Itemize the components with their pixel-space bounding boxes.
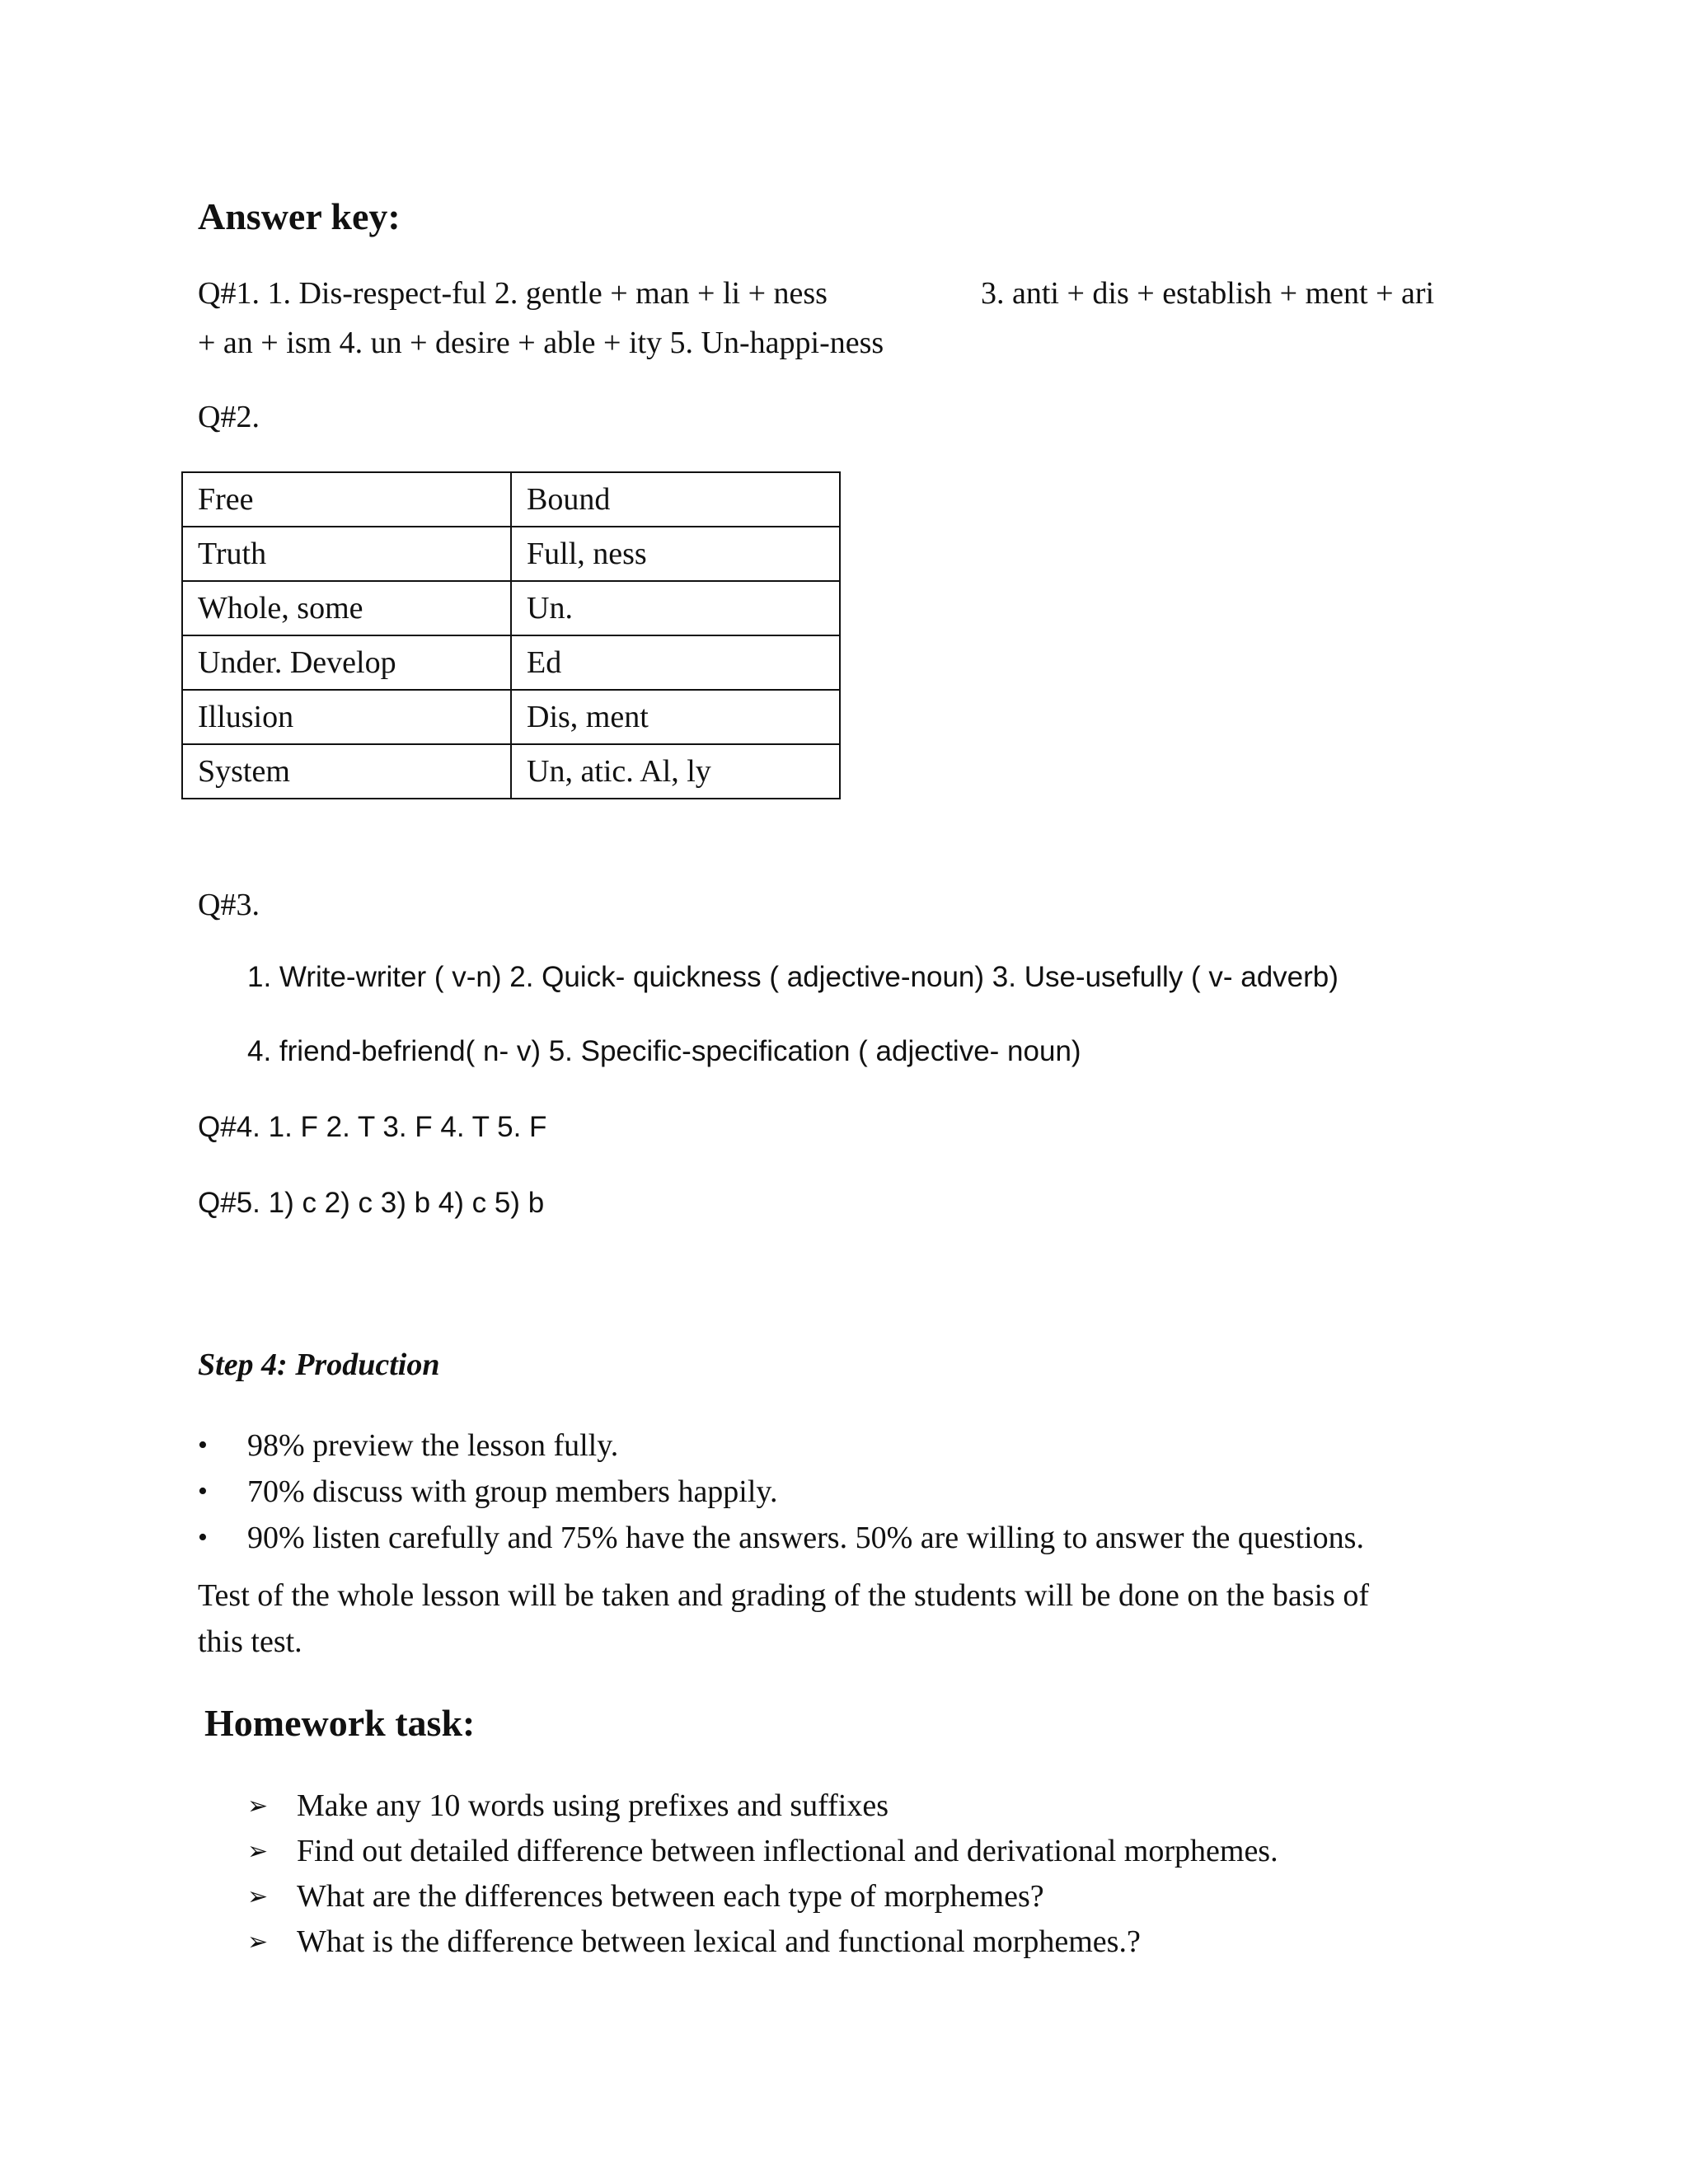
table-cell-free: Whole, some [182, 581, 511, 635]
q1-line2: + an + ism 4. un + desire + able + ity 5. Un-happi-ness [198, 326, 884, 360]
list-item-text: Make any 10 words using prefixes and suffixes [297, 1788, 889, 1823]
table-cell-free: Illusion [182, 690, 511, 744]
list-item [247, 1874, 1278, 1919]
q5-answers: Q#5. 1) c 2) c 3) b 4) c 5) b [198, 1187, 545, 1219]
arrow-bullet-icon: ➢ [247, 1793, 269, 1820]
q1-line1-part1: Q#1. 1. Dis-respect-ful 2. gentle + man + li + ness [198, 276, 828, 311]
table-cell-free: Under. Develop [182, 635, 511, 690]
table-cell-bound: Un. [511, 581, 840, 635]
answer-key-heading: Answer key: [198, 195, 401, 237]
homework-heading: Homework task: [204, 1702, 476, 1744]
list-item [247, 1919, 1278, 1965]
production-heading: Step 4: Production [198, 1347, 440, 1382]
list-item-text: What is the difference between lexical and functional morphemes.? [297, 1924, 1141, 1959]
bullet-icon: • [198, 1430, 208, 1460]
table-cell-free: Free [182, 472, 511, 527]
table-cell-bound: Bound [511, 472, 840, 527]
homework-task-list [247, 1783, 1278, 1965]
table-row [182, 690, 840, 744]
q4-answers: Q#4. 1. F 2. T 3. F 4. T 5. F [198, 1111, 547, 1143]
table-row [182, 635, 840, 690]
list-item [198, 1515, 1364, 1561]
list-item [198, 1469, 1364, 1515]
q3-label: Q#3. [198, 888, 260, 922]
table-row [182, 527, 840, 581]
q3-line2: 4. friend-befriend( n- v) 5. Specific-specification ( adjective- noun) [247, 1035, 1081, 1067]
table-cell-free: Truth [182, 527, 511, 581]
list-item [247, 1783, 1278, 1829]
q3-line1: 1. Write-writer ( v-n) 2. Quick- quickness ( adjective-noun) 3. Use-usefully ( v- adverb) [247, 961, 1339, 993]
table-cell-bound: Ed [511, 635, 840, 690]
table-cell-free: System [182, 744, 511, 799]
table-cell-bound: Un, atic. Al, ly [511, 744, 840, 799]
list-item [247, 1829, 1278, 1874]
table-cell-bound: Dis, ment [511, 690, 840, 744]
table-row [182, 472, 840, 527]
table-row [182, 744, 840, 799]
bullet-icon: • [198, 1476, 208, 1507]
arrow-bullet-icon: ➢ [247, 1883, 269, 1910]
free-bound-morpheme-table [181, 471, 841, 799]
bullet-icon: • [198, 1522, 208, 1553]
q1-line1-part2: 3. anti + dis + establish + ment + ari [981, 276, 1435, 311]
production-bullet-list [198, 1422, 1364, 1561]
list-item [198, 1422, 1364, 1469]
table-cell-bound: Full, ness [511, 527, 840, 581]
q2-label: Q#2. [198, 400, 260, 434]
list-item-text: What are the differences between each type of morphemes? [297, 1879, 1044, 1914]
list-item-text: 70% discuss with group members happily. [247, 1474, 778, 1509]
production-paragraph-line2: this test. [198, 1624, 302, 1659]
arrow-bullet-icon: ➢ [247, 1838, 269, 1865]
arrow-bullet-icon: ➢ [247, 1929, 269, 1956]
table-row [182, 581, 840, 635]
list-item-text: Find out detailed difference between inflectional and derivational morphemes. [297, 1834, 1278, 1868]
list-item-text: 98% preview the lesson fully. [247, 1428, 619, 1463]
production-paragraph-line1: Test of the whole lesson will be taken and grading of the students will be done on the basis of [198, 1578, 1369, 1613]
list-item-text: 90% listen carefully and 75% have the answers. 50% are willing to answer the questions. [247, 1521, 1364, 1555]
